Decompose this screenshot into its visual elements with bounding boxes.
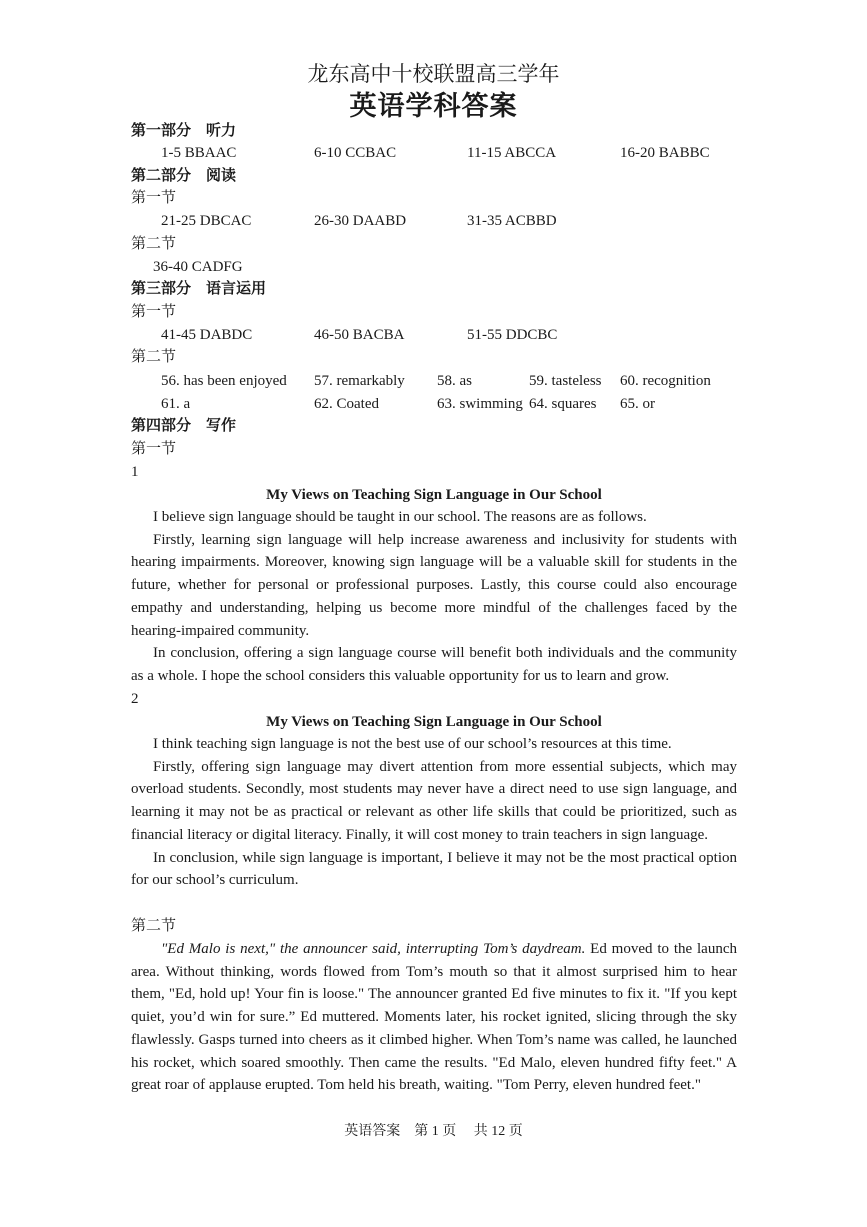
- part2-heading: 第二部分 阅读: [131, 168, 237, 184]
- section-label: 第二节: [131, 349, 177, 365]
- school-title: 龙东高中十校联盟高三学年: [307, 62, 560, 86]
- essay-body: [131, 506, 737, 688]
- part1-heading: 第一部分 听力: [131, 123, 237, 139]
- story-text: Ed moved to the launch area. Without thinking, words flowed from Tom’s mouth so that it almost surprised him to hear them, "Ed, hold up! Your fin is loose." The announcer granted Ed five minutes to fix it. "If you kept quiet, you’d win for sure.” Ed muttered. Moments later, his rocket ignited, slicing through the sky flawlessly. Gasps turned into cheers as it climbed higher. When Tom’s name was called, he launched his rocket, which soared smoothly. Then came the results. "Ed Malo, eleven hundred fifty feet." A great roar of applause erupted. Tom held his breath, waiting. "Tom Perry, eleven hundred feet.": [131, 941, 737, 1094]
- page-title: 英语学科答案: [349, 91, 518, 121]
- essay-paragraph: I believe sign language should be taught in our school. The reasons are as follows.: [153, 509, 647, 525]
- answer-group: 21-25 DBCAC: [161, 213, 252, 229]
- fill-answer: 60. recognition: [620, 373, 711, 389]
- section-label: 第二节: [131, 236, 177, 252]
- fill-answer: 58. as: [437, 373, 472, 389]
- answer-group: 36-40 CADFG: [153, 259, 243, 275]
- fill-answer: 63. swimming: [437, 396, 523, 412]
- essay-paragraph: In conclusion, offering a sign language course will benefit both individuals and the community as a whole. I hope the school considers this valuable opportunity for us to learn and grow.: [131, 645, 737, 684]
- section-label: 第二节: [131, 918, 177, 934]
- essay-paragraph: Firstly, learning sign language will help increase awareness and inclusivity for students with hearing impairments. Moreover, knowing sign language will be a valuable skill for students in the future, whether for personal or professional purposes. Lastly, this course could also encourage empathy and understanding, helping us become more mindful of the challenges faced by the hearing-impaired community.: [131, 531, 737, 639]
- story-opening: "Ed Malo is next," the announcer said, interrupting Tom’s daydream.: [161, 941, 586, 957]
- fill-answer: 61. a: [161, 396, 191, 412]
- essay-body: [131, 733, 737, 892]
- page-footer: 英语答案 第 1 页 共 12 页: [344, 1124, 523, 1139]
- section-label: 第一节: [131, 190, 177, 206]
- fill-answer: 64. squares: [529, 396, 597, 412]
- answer-group: 46-50 BACBA: [314, 327, 405, 343]
- story-paragraph: [131, 938, 737, 1097]
- answer-group: 41-45 DABDC: [161, 327, 253, 343]
- story-continuation: [131, 938, 737, 1097]
- fill-answer: 65. or: [620, 396, 655, 412]
- fill-answer: 62. Coated: [314, 396, 379, 412]
- answer-group: 26-30 DAABD: [314, 213, 407, 229]
- essay-number: 1: [131, 464, 139, 480]
- section-label: 第一节: [131, 304, 177, 320]
- fill-answer: 59. tasteless: [529, 373, 602, 389]
- essay-title: My Views on Teaching Sign Language in Our School: [266, 487, 602, 503]
- fill-answer: 56. has been enjoyed: [161, 373, 287, 389]
- answer-group: 31-35 ACBBD: [467, 213, 557, 229]
- answer-group: 16-20 BABBC: [620, 145, 710, 161]
- answer-group: 51-55 DDCBC: [467, 327, 558, 343]
- part3-heading: 第三部分 语言运用: [131, 281, 267, 297]
- essay-paragraph: Firstly, offering sign language may divert attention from more essential subjects, which may overload students. Secondly, most students may never have a direct need to use sign language, and learning it may not be as practical or relevant as other life skills that could be prioritized, such as financial literacy or digital literacy. Finally, it will cost money to train teachers in sign language.: [131, 758, 737, 843]
- essay-paragraph: In conclusion, while sign language is important, I believe it may not be the most practical option for our school’s curriculum.: [131, 849, 737, 889]
- answer-group: 6-10 CCBAC: [314, 145, 397, 161]
- answer-group: 11-15 ABCCA: [467, 145, 557, 161]
- fill-answer: 57. remarkably: [314, 373, 405, 389]
- essay-title: My Views on Teaching Sign Language in Our School: [266, 714, 602, 730]
- essay-number: 2: [131, 691, 139, 707]
- answer-group: 1-5 BBAAC: [161, 145, 237, 161]
- essay-paragraph: I think teaching sign language is not the best use of our school’s resources at this time.: [153, 736, 672, 752]
- section-label: 第一节: [131, 441, 177, 457]
- part4-heading: 第四部分 写作: [131, 418, 237, 434]
